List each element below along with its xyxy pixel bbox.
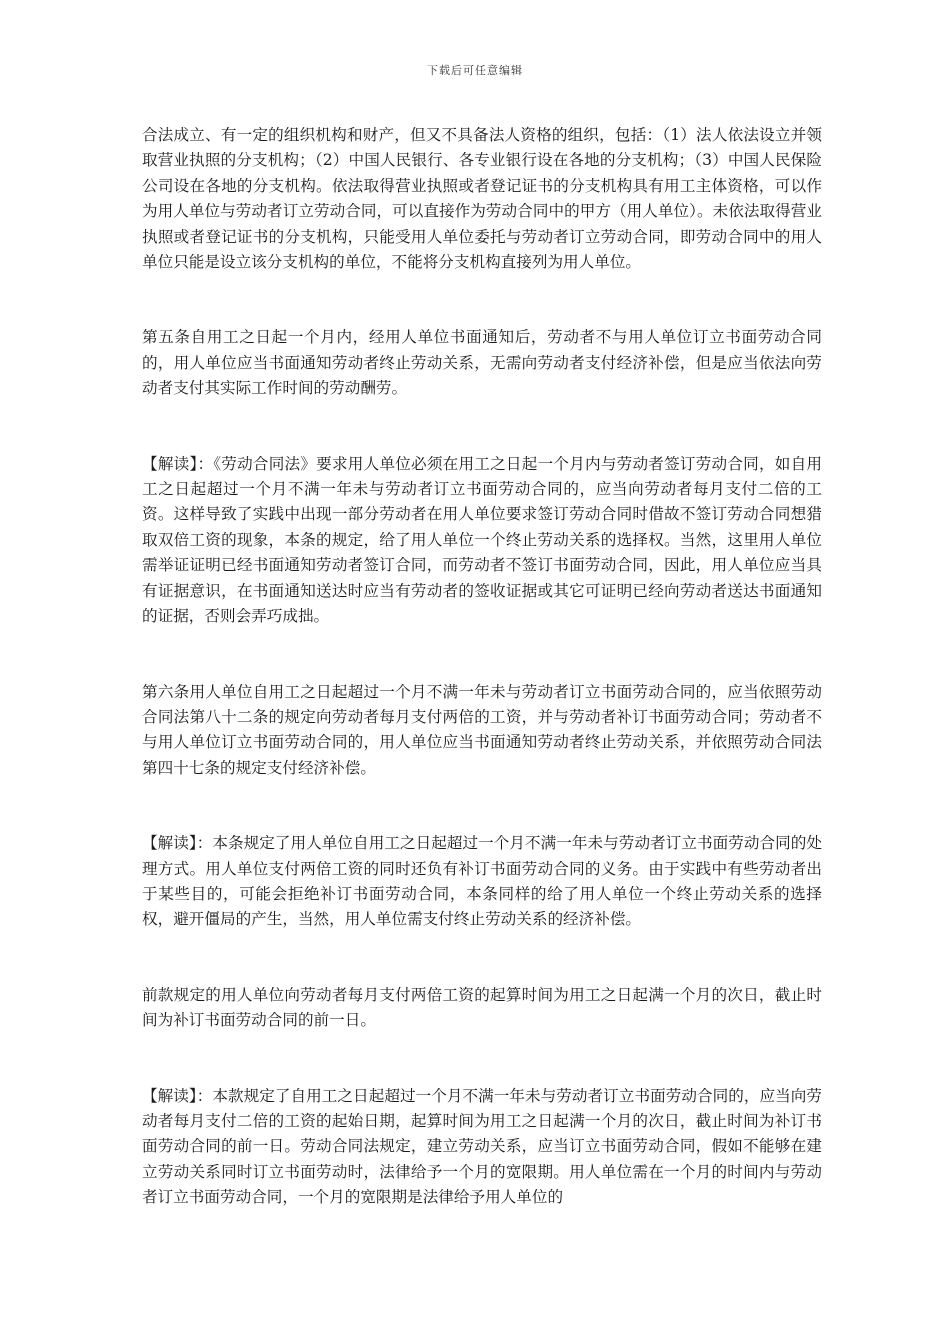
- paragraph-article-6: 第六条用人单位自用工之日起超过一个月不满一年未与劳动者订立书面劳动合同的，应当依照劳动合同法第八十二条的规定向劳动者每月支付两倍的工资，并与劳动者补订书面劳动合同；劳动者不与用人单位订立书面劳动合同的，用人单位应当书面通知劳动者终止劳动关系，并依照劳动合同法第四十七条的规定支付经济补偿。: [142, 682, 822, 777]
- paragraph-preceding-clause: 前款规定的用人单位向劳动者每月支付两倍工资的起算时间为用工之日起满一个月的次日，截止时间为补订书面劳动合同的前一日。: [142, 985, 822, 1030]
- paragraph-interpretation-article-5: 【解读】：《劳动合同法》要求用人单位必须在用工之日起一个月内与劳动者签订劳动合同，如自用工之日起超过一个月不满一年未与劳动者订立书面劳动合同的，应当向劳动者每月支付二倍的工资。这样导致了实践中出现一部分劳动者在用人单位要求签订劳动合同时借故不签订劳动合同想猎取双倍工资的现象，本条的规定，给了用人单位一个终止劳动关系的选择权。当然，这里用人单位需举证证明已经书面通知劳动者签订合同，而劳动者不签订书面劳动合同，因此，用人单位应当具有证据意识，在书面通知送达时应当有劳动者的签收证据或其它可证明已经向劳动者送达书面通知的证据，否则会弄巧成拙。: [142, 454, 822, 626]
- page-header: 下载后可任意编辑: [427, 64, 523, 77]
- document-body: [142, 123, 822, 1211]
- paragraph-branch-entities: 合法成立、有一定的组织机构和财产，但又不具备法人资格的组织，包括：（1）法人依法设立并领取营业执照的分支机构；（2）中国人民银行、各专业银行设在各地的分支机构；（3）中国人民保险公司设在各地的分支机构。依法取得营业执照或者登记证书的分支机构具有用工主体资格，可以作为用人单位与劳动者订立劳动合同，可以直接作为劳动合同中的甲方（用人单位）。未依法取得营业执照或者登记证书的分支机构，只能受用人单位委托与劳动者订立劳动合同，即劳动合同中的用人单位只能是设立该分支机构的单位，不能将分支机构直接列为用人单位。: [142, 126, 822, 272]
- paragraph-interpretation-clause: 【解读】：本款规定了自用工之日起超过一个月不满一年未与劳动者订立书面劳动合同的，应当向劳动者每月支付二倍的工资的起始日期，起算时间为用工之日起满一个月的次日，截止时间为补订书面劳动合同的前一日。劳动合同法规定，建立劳动关系，应当订立书面劳动合同，假如不能够在建立劳动关系同时订立书面劳动时，法律给予一个月的宽限期。用人单位需在一个月的时间内与劳动者订立书面劳动合同，一个月的宽限期是法律给予用人单位的: [142, 1086, 822, 1207]
- paragraph-article-5: 第五条自用工之日起一个月内，经用人单位书面通知后，劳动者不与用人单位订立书面劳动合同的，用人单位应当书面通知劳动者终止劳动关系，无需向劳动者支付经济补偿，但是应当依法向劳动者支付其实际工作时间的劳动酬劳。: [142, 328, 822, 398]
- paragraph-interpretation-article-6: 【解读】：本条规定了用人单位自用工之日起超过一个月不满一年未与劳动者订立书面劳动合同的处理方式。用人单位支付两倍工资的同时还负有补订书面劳动合同的义务。由于实践中有些劳动者出于某些目的，可能会拒绝补订书面劳动合同，本条同样的给了用人单位一个终止劳动关系的选择权，避开僵局的产生，当然，用人单位需支付终止劳动关系的经济补偿。: [142, 834, 822, 929]
